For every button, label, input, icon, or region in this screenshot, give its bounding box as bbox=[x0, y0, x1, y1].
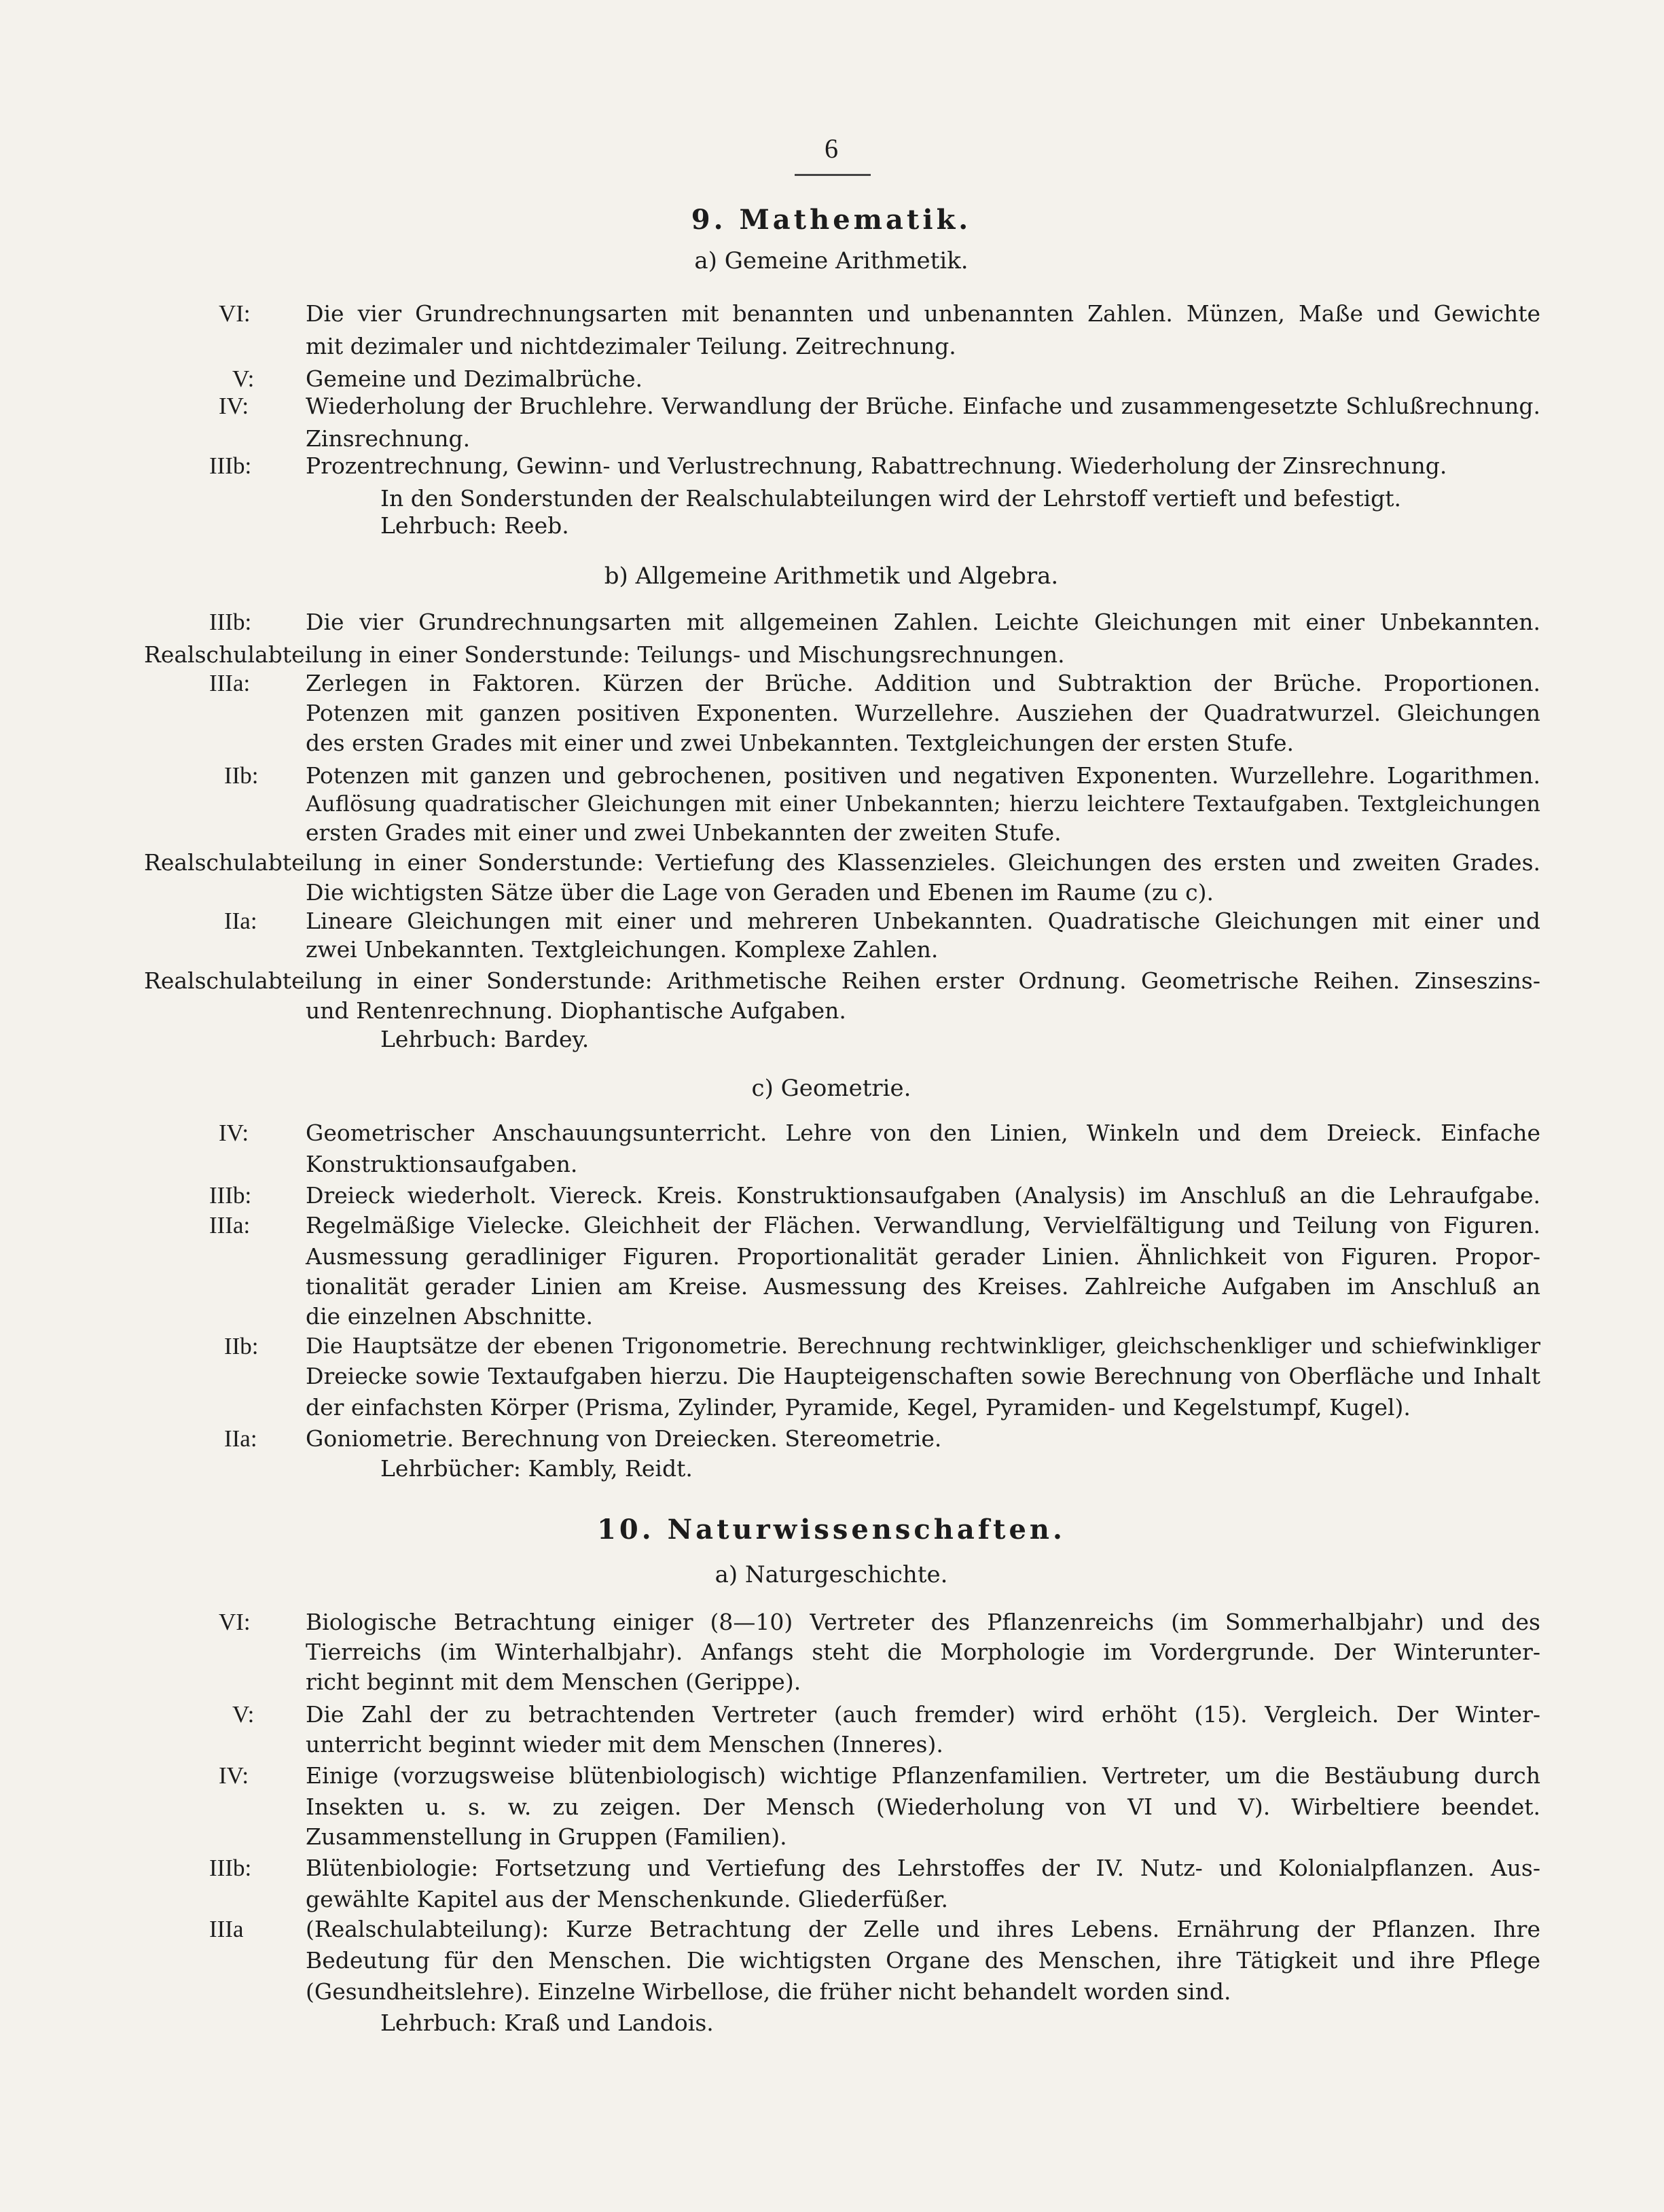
text-line: Dreieck wiederholt. Viereck. Kreis. Konstruktionsaufgaben (Analysis) im Anschluß an die Lehraufgabe. bbox=[306, 1182, 1540, 1209]
text-line: Dreiecke sowie Textaufgaben hierzu. Die Haupteigenschaften sowie Berechnung von Oberfläche und Inhalt bbox=[306, 1363, 1540, 1389]
text-line: Zerlegen in Faktoren. Kürzen der Brüche. Addition und Subtraktion der Brüche. Proportionen. bbox=[306, 670, 1540, 696]
class-label: IV: bbox=[219, 393, 249, 419]
text-line: Konstruktionsaufgaben. bbox=[306, 1151, 578, 1177]
class-label: V: bbox=[232, 365, 255, 392]
text-line: Zusammenstellung in Gruppen (Familien). bbox=[306, 1823, 787, 1850]
page-number-rule bbox=[795, 174, 871, 176]
class-label: VI: bbox=[219, 300, 251, 327]
text-line: Geometrischer Anschauungsunterricht. Lehre von den Linien, Winkeln und dem Dreieck. Einfache bbox=[306, 1120, 1540, 1146]
subsection-title-arithmetik: a) Gemeine Arithmetik. bbox=[694, 247, 969, 274]
section-heading-naturwissenschaften: 10. Naturwissenschaften. bbox=[597, 1514, 1066, 1546]
text-line: (Realschulabteilung): Kurze Betrachtung der Zelle und ihres Lebens. Ernährung der Pflanzen. Ihre bbox=[306, 1916, 1540, 1942]
class-label: VI: bbox=[219, 1609, 251, 1635]
text-line: unterricht beginnt wieder mit dem Menschen (Inneres). bbox=[306, 1731, 943, 1758]
class-label: IV: bbox=[219, 1120, 249, 1146]
text-line: Wiederholung der Bruchlehre. Verwandlung der Brüche. Einfache und zusammengesetzte Schlußrechnung. bbox=[306, 393, 1540, 419]
text-line: Realschulabteilung in einer Sonderstunde: Teilungs- und Mischungsrechnungen. bbox=[144, 641, 1065, 668]
text-line: Die Zahl der zu betrachtenden Vertreter (auch fremder) wird erhöht (15). Vergleich. Der Winter- bbox=[306, 1701, 1540, 1728]
class-label: IIIa bbox=[209, 1916, 244, 1942]
text-line: Lineare Gleichungen mit einer und mehreren Unbekannten. Quadratische Gleichungen mit einer und bbox=[306, 908, 1540, 934]
text-line: der einfachsten Körper (Prisma, Zylinder, Pyramide, Kegel, Pyramiden- und Kegelstumpf, Kugel). bbox=[306, 1394, 1411, 1421]
text-line: Biologische Betrachtung einiger (8—10) Vertreter des Pflanzenreichs (im Sommerhalbjahr) und des bbox=[306, 1609, 1540, 1635]
text-line: Realschulabteilung in einer Sonderstunde: Vertiefung des Klassenzieles. Gleichungen des ersten und zweiten Grades. bbox=[144, 849, 1540, 876]
textbook-note: Lehrbuch: Kraß und Landois. bbox=[380, 2010, 714, 2036]
class-label: V: bbox=[232, 1701, 255, 1728]
section-heading-mathematik: 9. Mathematik. bbox=[691, 204, 972, 236]
class-label: IIIb: bbox=[209, 609, 252, 635]
textbook-note: Lehrbücher: Kambly, Reidt. bbox=[380, 1455, 693, 1482]
text-line: In den Sonderstunden der Realschulabteilungen wird der Lehrstoff vertieft und befestigt. bbox=[380, 485, 1402, 512]
text-line: des ersten Grades mit einer und zwei Unbekannten. Textgleichungen der ersten Stufe. bbox=[306, 730, 1295, 756]
text-line: Einige (vorzugsweise blütenbiologisch) wichtige Pflanzenfamilien. Vertreter, um die Bestäubung durch bbox=[306, 1762, 1540, 1789]
class-label: IIIb: bbox=[209, 1855, 252, 1881]
class-label: IV: bbox=[219, 1762, 249, 1789]
text-line: und Rentenrechnung. Diophantische Aufgaben. bbox=[306, 997, 846, 1024]
class-label: IIIa: bbox=[209, 670, 251, 696]
class-label: IIb: bbox=[224, 1333, 259, 1359]
text-line: tionalität gerader Linien am Kreise. Ausmessung des Kreises. Zahlreiche Aufgaben im Anschluß an bbox=[306, 1273, 1540, 1300]
text-line: Die vier Grundrechnungsarten mit benannten und unbenannten Zahlen. Münzen, Maße und Gewichte bbox=[306, 300, 1540, 327]
class-label: IIIb: bbox=[209, 1182, 252, 1209]
text-line: Gemeine und Dezimalbrüche. bbox=[306, 365, 643, 392]
class-label: IIb: bbox=[224, 762, 259, 789]
text-line: Blütenbiologie: Fortsetzung und Vertiefung des Lehrstoffes der IV. Nutz- und Kolonialpflanzen. Aus- bbox=[306, 1855, 1540, 1881]
text-line: mit dezimaler und nichtdezimaler Teilung. Zeitrechnung. bbox=[306, 333, 956, 359]
text-line: Auflösung quadratischer Gleichungen mit einer Unbekannten; hierzu leichtere Textaufgaben. Textgleichungen bbox=[306, 791, 1540, 817]
text-line: richt beginnt mit dem Menschen (Gerippe). bbox=[306, 1669, 801, 1695]
text-line: Realschulabteilung in einer Sonderstunde: Arithmetische Reihen erster Ordnung. Geometrische Reihen. Zinseszins- bbox=[144, 967, 1540, 994]
subsection-title-naturgeschichte: a) Naturgeschichte. bbox=[715, 1561, 948, 1588]
subsection-title-algebra: b) Allgemeine Arithmetik und Algebra. bbox=[604, 563, 1059, 590]
text-line: ersten Grades mit einer und zwei Unbekannten der zweiten Stufe. bbox=[306, 819, 1062, 846]
text-line: (Gesundheitslehre). Einzelne Wirbellose, die früher nicht behandelt worden sind. bbox=[306, 1978, 1231, 2005]
subsection-title-geometrie: c) Geometrie. bbox=[751, 1075, 911, 1102]
text-line: Prozentrechnung, Gewinn- und Verlustrechnung, Rabattrechnung. Wiederholung der Zinsrechnung. bbox=[306, 452, 1447, 479]
class-label: IIIa: bbox=[209, 1212, 251, 1238]
page-number: 6 bbox=[825, 133, 838, 164]
textbook-note: Lehrbuch: Reeb. bbox=[380, 512, 569, 539]
text-line: Ausmessung geradliniger Figuren. Proportionalität gerader Linien. Ähnlichkeit von Figuren. Propor- bbox=[306, 1243, 1540, 1270]
text-line: Zinsrechnung. bbox=[306, 425, 471, 452]
class-label: IIa: bbox=[224, 1425, 257, 1452]
text-line: gewählte Kapitel aus der Menschenkunde. Gliederfüßer. bbox=[306, 1886, 949, 1912]
text-line: die einzelnen Abschnitte. bbox=[306, 1303, 594, 1330]
text-line: Potenzen mit ganzen und gebrochenen, positiven und negativen Exponenten. Wurzellehre. Logarithmen. bbox=[306, 762, 1540, 789]
text-line: Regelmäßige Vielecke. Gleichheit der Flächen. Verwandlung, Vervielfältigung und Teilung von Figuren. bbox=[306, 1212, 1540, 1238]
text-line: Die wichtigsten Sätze über die Lage von Geraden und Ebenen im Raume (zu c). bbox=[306, 879, 1214, 906]
text-line: Insekten u. s. w. zu zeigen. Der Mensch (Wiederholung von VI und V). Wirbeltiere beendet. bbox=[306, 1794, 1540, 1820]
text-line: Tierreichs (im Winterhalbjahr). Anfangs steht die Morphologie im Vordergrunde. Der Winterunter- bbox=[306, 1639, 1540, 1665]
text-line: Goniometrie. Berechnung von Dreiecken. Stereometrie. bbox=[306, 1425, 942, 1452]
text-line: Bedeutung für den Menschen. Die wichtigsten Organe des Menschen, ihre Tätigkeit und ihre Pflege bbox=[306, 1947, 1540, 1974]
text-line: zwei Unbekannten. Textgleichungen. Komplexe Zahlen. bbox=[306, 936, 939, 963]
class-label: IIa: bbox=[224, 908, 257, 934]
text-line: Potenzen mit ganzen positiven Exponenten. Wurzellehre. Ausziehen der Quadratwurzel. Gleichungen bbox=[306, 700, 1540, 726]
text-line: Die Hauptsätze der ebenen Trigonometrie. Berechnung rechtwinkliger, gleichschenkliger und schiefwinkliger bbox=[306, 1333, 1540, 1359]
textbook-note: Lehrbuch: Bardey. bbox=[380, 1026, 590, 1052]
class-label: IIIb: bbox=[209, 452, 252, 479]
text-line: Die vier Grundrechnungsarten mit allgemeinen Zahlen. Leichte Gleichungen mit einer Unbekannten. bbox=[306, 609, 1540, 635]
